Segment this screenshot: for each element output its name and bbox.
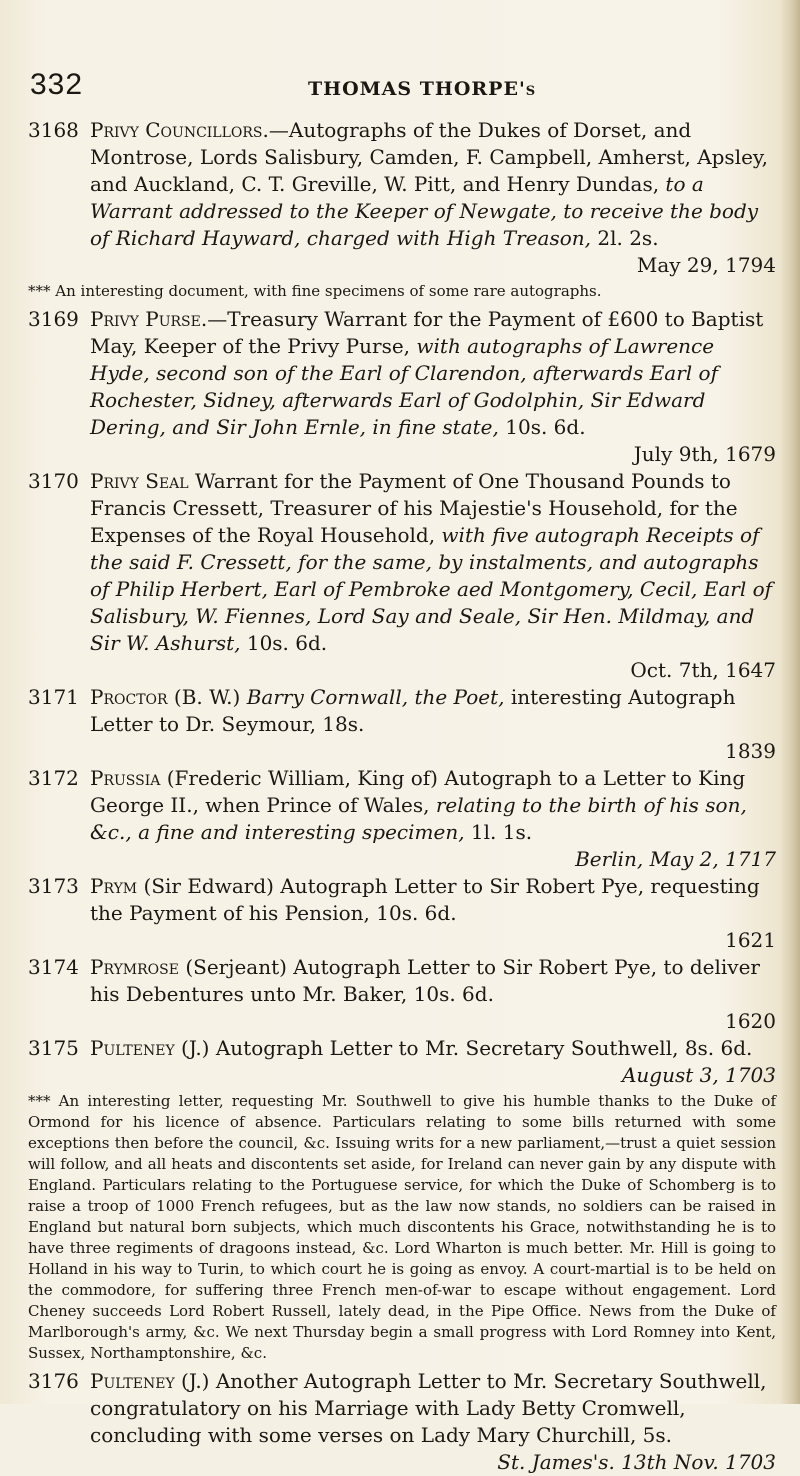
entry-italic: to a Warrant addressed to the Keeper of Newgate, to receive the body of Richard Hayward, charged with High Treason, bbox=[90, 172, 759, 250]
entry-title: Pulteney bbox=[90, 1369, 175, 1393]
entry-text: (Serjeant) Autograph Letter to Sir Robert Pye, to deliver his Debentures unto Mr. Baker, 10s. 6d. bbox=[90, 955, 760, 1006]
entry-number: 3171 bbox=[28, 685, 79, 709]
entry-number: 3176 bbox=[28, 1369, 79, 1393]
entry-italic: relating to the birth of his son, &c., a fine and interesting specimen, bbox=[90, 793, 747, 844]
entry-price: 2l. 2s. bbox=[597, 226, 659, 250]
entry-text: —Autographs of the Dukes of Dorset, and Montrose, Lords Salisbury, Camden, F. Campbell, Amherst, Apsley, and Auckland, C. T. Greville, W. Pitt, and Henry Dundas, bbox=[90, 118, 768, 196]
entry-date: St. James's. 13th Nov. 1703 bbox=[497, 1450, 776, 1474]
entry-date: 1620 bbox=[725, 1009, 776, 1033]
catalogue-entry bbox=[28, 1035, 776, 1089]
entry-date: May 29, 1794 bbox=[636, 253, 776, 277]
page-number: 332 bbox=[30, 68, 84, 101]
entry-date: July 9th, 1679 bbox=[633, 442, 776, 466]
catalogue-entry bbox=[28, 954, 776, 1035]
entry-number: 3172 bbox=[28, 766, 79, 790]
running-head: THOMAS THORPE's bbox=[308, 78, 537, 100]
entry-italic: Barry Cornwall, the Poet, bbox=[246, 685, 505, 709]
entry-number: 3174 bbox=[28, 955, 79, 979]
entry-title: Privy Councillors. bbox=[90, 118, 269, 142]
entry-text: interesting Autograph Letter to Dr. Seymour, 18s. bbox=[90, 685, 736, 736]
catalogue-entry bbox=[28, 468, 776, 684]
entry-title: Privy Seal bbox=[90, 469, 189, 493]
catalogue-entry bbox=[28, 684, 776, 765]
entry-date: 1839 bbox=[725, 739, 776, 763]
entry-price: 1l. 1s. bbox=[470, 820, 533, 844]
entry-italic: with five autograph Receipts of the said F. Cressett, for the same, by instalments, and autographs of Philip Herbert, Earl of Pembroke aed Montgomery, Cecil, Earl of Salisbury, W. Fiennes, Lord Say and Seale, Sir Hen. Mildmay, and Sir W. Ashurst, bbox=[90, 523, 773, 655]
entry-note: *** An interesting letter, requesting Mr. Southwell to give his humble thanks to the Duke of Ormond for his licence of absence. Particulars relating to some bills returned with some exceptions then before the council, &c. Issuing writs for a new parliament,—trust a quiet session will follow, and all heats and discontents set aside, for Ireland can never gain by any dispute with England. Particulars relating to the Portuguese service, for which the Duke of Schomberg is to raise a troop of 1000 French refugees, but as the law now stands, no soldiers can be raised in England but natural born subjects, which much discontents his Grace, notwithstanding he is to have three regiments of dragoons instead, &c. Lord Wharton is much better. Mr. Hill is going to Holland in his way to Turin, to which court he is going as envoy. A court-martial is to be held on the commodore, for suffering three French men-of-war to escape without engagement. Lord Cheney succeeds Lord Robert Russell, lately dead, in the Pipe Office. News from the Duke of Marlborough's army, &c. We next Thursday begin a small progress with Lord Romney into Kent, Sussex, Northamptonshire, &c. bbox=[28, 1092, 776, 1362]
entry-text: (Frederic William, King of) Autograph to a Letter to King George II., when Prince of Wales, bbox=[90, 766, 746, 817]
catalogue-entry bbox=[28, 765, 776, 873]
catalogue-entry bbox=[28, 117, 776, 279]
catalogue-entry bbox=[28, 306, 776, 468]
page-header bbox=[30, 68, 770, 108]
entry-date: August 3, 1703 bbox=[621, 1063, 776, 1087]
catalogue-entries bbox=[28, 117, 776, 1476]
entry-text: (J.) Autograph Letter to Mr. Secretary Southwell, 8s. 6d. bbox=[181, 1036, 753, 1060]
page-spine-shadow bbox=[780, 0, 800, 1404]
entry-number: 3173 bbox=[28, 874, 79, 898]
entry-title: Prymrose bbox=[90, 955, 179, 979]
entry-number: 3175 bbox=[28, 1036, 79, 1060]
catalogue-entry bbox=[28, 1368, 776, 1476]
entry-price: 10s. 6d. bbox=[505, 415, 586, 439]
entry-date: Oct. 7th, 1647 bbox=[630, 658, 776, 682]
entry-text: (J.) Another Autograph Letter to Mr. Secretary Southwell, congratulatory on his Marriage with Lady Betty Cromwell, concluding with some verses on Lady Mary Churchill, 5s. bbox=[90, 1369, 767, 1447]
entry-text: (Sir Edward) Autograph Letter to Sir Robert Pye, requesting the Payment of his Pension, 10s. 6d. bbox=[90, 874, 760, 925]
entry-number: 3169 bbox=[28, 307, 79, 331]
entry-date: Berlin, May 2, 1717 bbox=[575, 847, 776, 871]
entry-date: 1621 bbox=[725, 928, 776, 952]
entry-text: Warrant for the Payment of One Thousand Pounds to Francis Cressett, Treasurer of his Majestie's Household, for the Expenses of the Royal Household, bbox=[90, 469, 738, 547]
catalogue-entry bbox=[28, 873, 776, 954]
entry-note: *** An interesting document, with fine specimens of some rare autographs. bbox=[28, 282, 602, 300]
entry-italic: with autographs of Lawrence Hyde, second son of the Earl of Clarendon, afterwards Earl of Rochester, Sidney, afterwards Earl of Godolphin, Sir Edward Dering, and Sir John Ernle, in fine state, bbox=[90, 334, 718, 439]
entry-price: 10s. 6d. bbox=[246, 631, 328, 655]
entry-title: Proctor (B. W.) bbox=[90, 685, 241, 709]
entry-title: Pulteney bbox=[90, 1036, 175, 1060]
entry-number: 3170 bbox=[28, 469, 79, 493]
entry-text: —Treasury Warrant for the Payment of £600 to Baptist May, Keeper of the Privy Purse, bbox=[90, 307, 764, 358]
entry-number: 3168 bbox=[28, 118, 79, 142]
entry-title: Prussia bbox=[90, 766, 161, 790]
entry-title: Privy Purse. bbox=[90, 307, 208, 331]
entry-title: Prym bbox=[90, 874, 138, 898]
